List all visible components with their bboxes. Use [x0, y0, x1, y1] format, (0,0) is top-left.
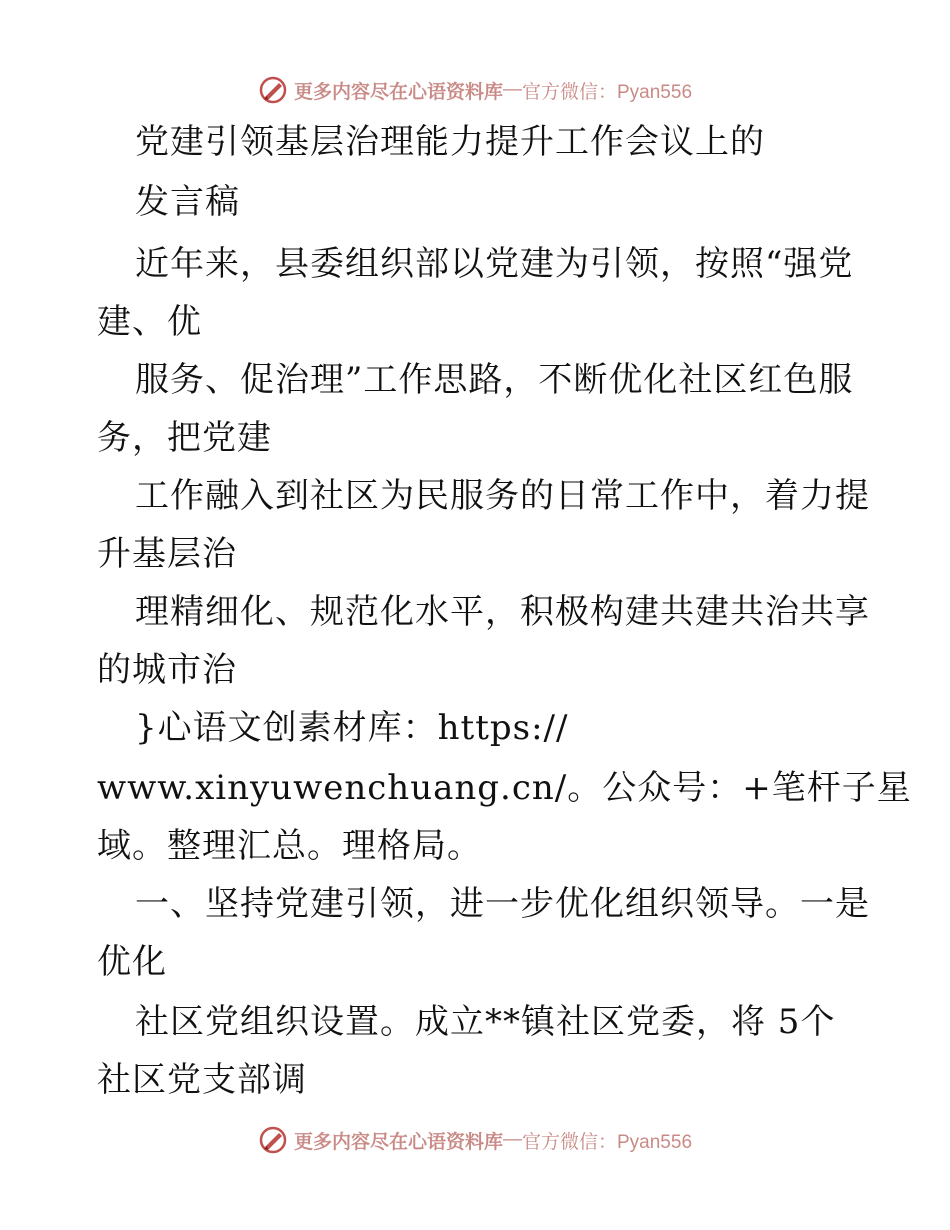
paragraph-line: 社区党支部调: [97, 1060, 307, 1100]
watermark-contact-text: 官方微信：Pyan556: [522, 81, 693, 103]
paragraph-line: }心语文创素材库：https://: [135, 708, 569, 748]
watermark-dash: —: [503, 1129, 522, 1150]
title-line-2: 发言稿: [135, 182, 240, 222]
paragraph-line: 的城市治: [97, 650, 237, 690]
paragraph-line: 一、坚持党建引领，进一步优化组织领导。一是: [135, 884, 870, 924]
footer-watermark: [0, 1120, 950, 1160]
paragraph-line: 域。整理汇总。理格局。: [97, 826, 482, 866]
watermark-brand-text: 更多内容尽在心语资料库: [293, 1130, 503, 1153]
brush-pen-logo-icon: [258, 75, 288, 105]
watermark-dash: —: [503, 79, 522, 100]
paragraph-line: 工作融入到社区为民服务的日常工作中，着力提: [135, 476, 870, 516]
paragraph-line: www.xinyuwenchuang.cn/。公众号：+笔杆子星: [97, 768, 912, 808]
paragraph-line: 升基层治: [97, 534, 237, 574]
brush-pen-logo-icon: [258, 1125, 288, 1155]
watermark-contact-text: 官方微信：Pyan556: [522, 1131, 693, 1153]
paragraph-line: 社区党组织设置。成立**镇社区党委，将 5个: [135, 1002, 836, 1042]
paragraph-line: 优化: [97, 942, 167, 982]
paragraph-line: 建、优: [97, 302, 202, 342]
title-line-1: 党建引领基层治理能力提升工作会议上的: [135, 122, 765, 162]
header-watermark: [0, 70, 950, 110]
watermark-brand-text: 更多内容尽在心语资料库: [293, 80, 503, 103]
paragraph-line: 服务、促治理”工作思路，不断优化社区红色服: [135, 360, 854, 400]
paragraph-line: 务，把党建: [97, 418, 272, 458]
paragraph-line: 近年来，县委组织部以党建为引领，按照“强党: [135, 244, 854, 284]
paragraph-line: 理精细化、规范化水平，积极构建共建共治共享: [135, 592, 870, 632]
